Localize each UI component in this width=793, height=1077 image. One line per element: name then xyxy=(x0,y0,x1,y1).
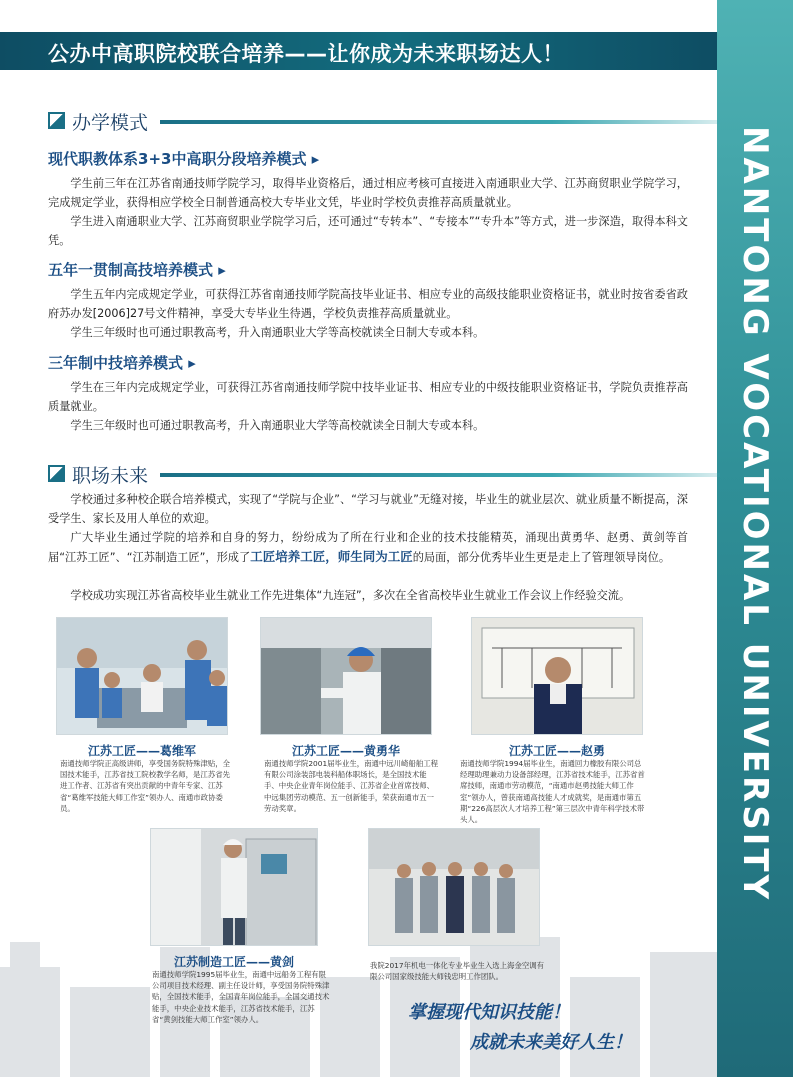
section-square-icon xyxy=(48,465,65,482)
section-header-career xyxy=(48,461,648,487)
section-square-icon xyxy=(48,112,65,129)
photo-team xyxy=(368,828,540,946)
caption-title: 江苏工匠——黄勇华 xyxy=(291,744,400,758)
side-university-name: NANTONG VOCATIONAL UNIVERSITY xyxy=(735,126,775,903)
paragraph: 学生前三年在江苏省南通技师学院学习，取得毕业资格后，通过相应考核可直接进入南通职业大学、江苏商贸职业学院学习，完成规定学业，获得相应学校全日制普通高校大专毕业文凭，毕业时学校负责推荐高质量就业。 xyxy=(48,177,688,209)
mode-title-three-year: 三年制中技培养模式 ▸ xyxy=(48,354,196,372)
caption-text: 南通技师学院1995届毕业生，南通中远船务工程有限公司项目技术经理、副主任设计师，享受国务院特殊津贴，全国技术能手，全国青年岗位能手，全国交通技术能手，中央企业技术能手，江苏省技术能手，江苏省“黄剑技能大师工作室”领办人。 xyxy=(152,970,330,1024)
photo-ge-weijun xyxy=(56,617,228,735)
caption-text: 南通技师学院2001届毕业生，南通中远川崎船舶工程有限公司涂装部电装科船体职场长，是全国技术能手、中央企业青年岗位能手、江苏省企业首席技师、中远集团劳动模范、五一创新能手，荣获南通市五一劳动奖章。 xyxy=(264,759,439,813)
paragraph: 学生三年级时也可通过职教高考，升入南通职业大学等高校就读全日制大专或本科。 xyxy=(70,326,485,339)
mode-title-five-year: 五年一贯制高技培养模式 ▸ xyxy=(48,261,226,279)
section-title: 办学模式 xyxy=(72,112,149,134)
section-divider xyxy=(160,120,720,124)
paragraph: 学生进入南通职业大学、江苏商贸职业学院学习后，还可通过“专转本”、“专接本”“专升本”等方式，进一步深造，取得本科文凭。 xyxy=(48,215,688,247)
paragraph: 学生三年级时也可通过职教高考，升入南通职业大学等高校就读全日制大专或本科。 xyxy=(70,419,485,432)
mode-title-3plus3: 现代职教体系3+3中高职分段培养模式 ▸ xyxy=(48,150,320,168)
side-band xyxy=(717,0,793,1077)
slogan-line-1: 掌握现代知识技能！ xyxy=(408,1002,570,1023)
caption-title: 江苏工匠——赵勇 xyxy=(508,744,605,758)
paragraph: 学生五年内完成规定学业，可获得江苏省南通技师学院高技毕业证书、相应专业的高级技能职业资格证书，就业时按省委省政府苏办发[2006]27号文件精神，享受大专毕业生待遇，学校负责推荐高质量就业。 xyxy=(48,288,688,320)
photo-huang-jian xyxy=(150,828,318,946)
caption-title: 江苏制造工匠——黄剑 xyxy=(173,955,294,969)
section-title: 职场未来 xyxy=(72,465,149,487)
slogan-line-2: 成就未来美好人生！ xyxy=(470,1032,632,1053)
highlight-text: 工匠培养工匠，师生同为工匠 xyxy=(250,549,413,564)
caption-text: 南通技师学院正高级讲师，享受国务院特殊津贴，全国技术能手，江苏省技工院校教学名师，是江苏省先进工作者、江苏省有突出贡献的中青年专家、江苏省“葛维军技能大师工作室”领办人、南通市政协委员。 xyxy=(60,759,230,813)
caption-text: 我院2017年机电一体化专业毕业生入选上海金空调有限公司国家级技能大师钱忠明工作团队。 xyxy=(370,961,545,982)
photo-zhao-yong xyxy=(471,617,643,735)
section-header-schooling xyxy=(48,108,648,134)
caption-title: 江苏工匠——葛维军 xyxy=(87,744,196,758)
paragraph: 学校成功实现江苏省高校毕业生就业工作先进集体“九连冠”，多次在全省高校毕业生就业工作会议上作经验交流。 xyxy=(70,589,631,602)
top-banner xyxy=(0,32,717,70)
section-divider xyxy=(160,473,720,477)
paragraph: 学生在三年内完成规定学业，可获得江苏省南通技师学院中技毕业证书、相应专业的中级技能职业资格证书，学院负责推荐高质量就业。 xyxy=(48,381,688,413)
paragraph-text: 的局面，部分优秀毕业生更是走上了管理领导岗位。 xyxy=(412,551,671,564)
banner-title: 公办中高职院校联合培养——让你成为未来职场达人！ xyxy=(48,42,564,66)
paragraph xyxy=(48,528,688,567)
paragraph: 学校通过多种校企联合培养模式，实现了“学院与企业”、“学习与就业”无缝对接，毕业生的就业层次、就业质量不断提高，深受学生、家长及用人单位的欢迎。 xyxy=(48,493,688,525)
paragraph-text: 广大毕业生通过学院的培养和自身的努力，纷纷成为了所在行业和企业的技术技能精英，涌现出黄勇华、赵勇、黄剑等首届“江苏工匠”、“江苏制造工匠”，形成了 xyxy=(48,531,688,564)
caption-text: 南通技师学院1994届毕业生，南通回力橡胶有限公司总经理助理兼动力设备部经理，江苏省技术能手，江苏省首席技师，南通市劳动模范，“南通市赵勇技能大师工作室”领办人，曾获南通高技能人才成就奖，是南通市第五期“226高层次人才培养工程”第三层次中青年科学技术带头人。 xyxy=(460,759,645,825)
photo-huang-yonghua xyxy=(260,617,432,735)
